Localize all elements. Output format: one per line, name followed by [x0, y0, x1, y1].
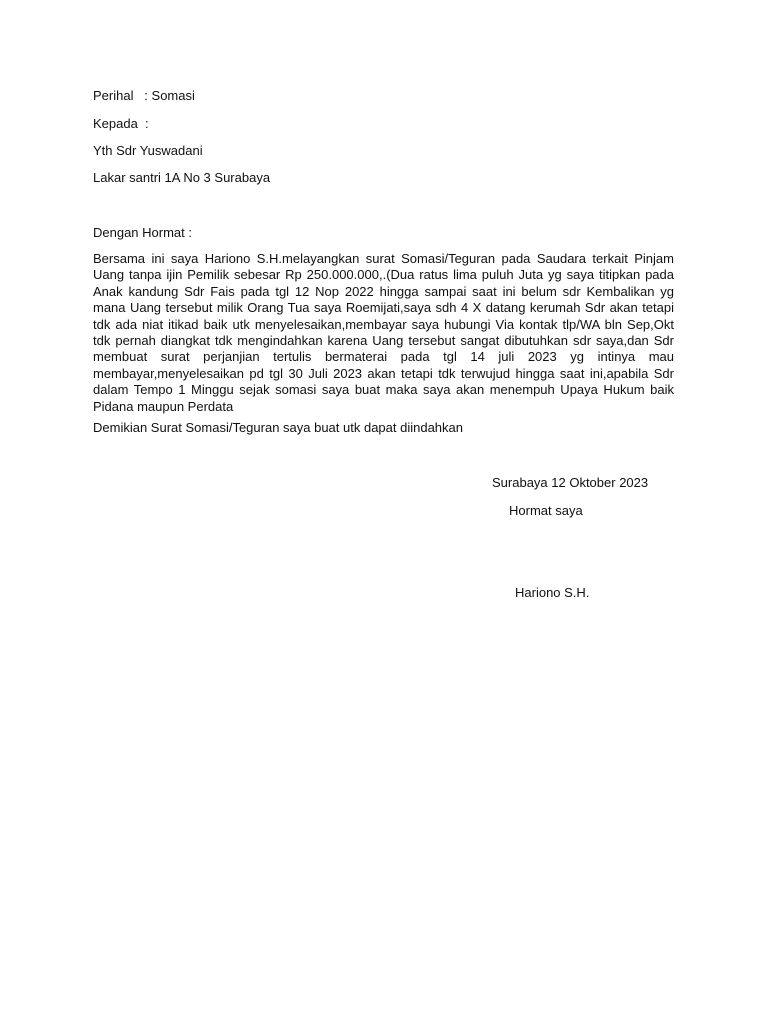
signer-name: Hariono S.H.	[515, 585, 590, 600]
greeting: Dengan Hormat :	[93, 225, 192, 240]
regards: Hormat saya	[509, 503, 583, 518]
closing-line: Demikian Surat Somasi/Teguran saya buat utk dapat diindahkan	[93, 420, 463, 435]
recipient-address: Lakar santri 1A No 3 Surabaya	[93, 170, 271, 185]
subject-value: Somasi	[151, 88, 195, 103]
recipient-name: Yth Sdr Yuswadani	[93, 143, 203, 158]
subject-line	[93, 88, 195, 104]
to-line	[93, 116, 149, 132]
subject-separator: :	[133, 88, 152, 103]
to-separator: :	[137, 116, 149, 131]
to-label: Kepada	[93, 116, 138, 131]
place-date: Surabaya 12 Oktober 2023	[492, 475, 649, 490]
letter-body: Bersama ini saya Hariono S.H.melayangkan surat Somasi/Teguran pada Saudara terkait Pinjam Uang tanpa ijin Pemilik sebesar Rp 250.000.000,.(Dua ratus lima puluh Juta yg saya titipkan pada Anak kandung Sdr Fais pada tgl 12 Nop 2022 hingga sampai saat ini belum sdr Kembalikan yg mana Uang tersebut milik Orang Tua saya Roemijati,saya sdh 4 X datang kerumah Sdr akan tetapi tdk ada niat itikad baik utk menyelesaikan,membayar saya hubungi Via kontak tlp/WA bln Sep,Okt tdk pernah diangkat tdk mengindahkan karena Uang tersebut sangat dibutuhkan sdr saya,dan Sdr membuat surat perjanjian tertulis bermaterai pada tgl 14 juli 2023 yg intinya mau membayar,menyelesaikan pd tgl 30 Juli 2023 akan tetapi tdk terwujud hingga saat ini,apabila Sdr dalam Tempo 1 Minggu sejak somasi saya buat maka saya akan menempuh Upaya Hukum baik Pidana maupun Perdata	[93, 251, 674, 414]
subject-label: Perihal	[93, 88, 134, 103]
